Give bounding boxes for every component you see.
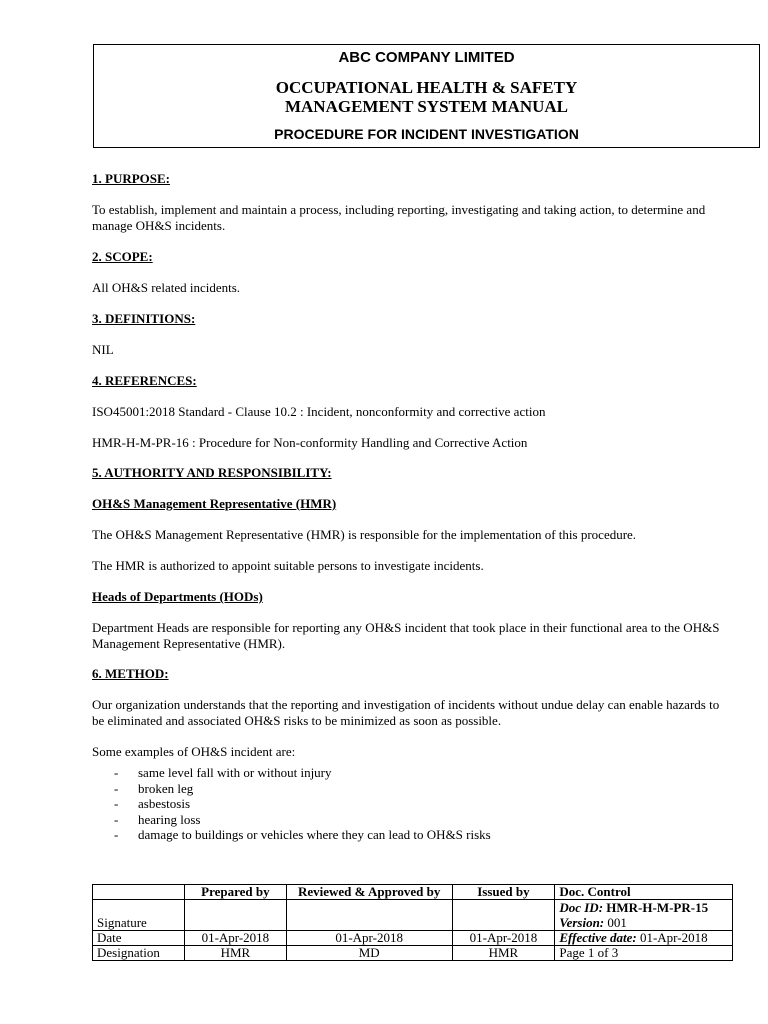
version-value: 001: [607, 915, 627, 930]
example-text: broken leg: [138, 780, 194, 796]
examples-list: [92, 765, 732, 843]
hod-subheading: Heads of Departments (HODs): [92, 589, 263, 604]
dash-bullet: -: [114, 796, 119, 811]
example-text: same level fall with or without injury: [138, 765, 332, 780]
prepared-by-header: Prepared by: [184, 885, 286, 900]
hmr-text: The HMR is authorized to appoint suitable persons to investigate incidents.: [92, 558, 484, 573]
prepared-date: 01-Apr-2018: [184, 931, 286, 946]
definitions-text: NIL: [92, 342, 114, 357]
document-control-table: [92, 884, 733, 961]
issued-by-header: Issued by: [452, 885, 555, 900]
dash-bullet: -: [114, 765, 119, 780]
reference-item: HMR-H-M-PR-16 : Procedure for Non-conformity Handling and Corrective Action: [92, 435, 528, 450]
approved-date: 01-Apr-2018: [286, 931, 452, 946]
doc-id-cell: [555, 900, 733, 931]
company-name: ABC COMPANY LIMITED: [338, 49, 515, 66]
table-row: [93, 885, 733, 900]
reference-item: ISO45001:2018 Standard - Clause 10.2 : Incident, nonconformity and corrective action: [92, 404, 546, 419]
signature-cell: [452, 900, 555, 931]
hmr-subheading: OH&S Management Representative (HMR): [92, 496, 337, 511]
purpose-heading: 1. PURPOSE:: [92, 171, 170, 186]
effective-date-label: Effective date:: [559, 930, 637, 945]
issued-date: 01-Apr-2018: [452, 931, 555, 946]
table-cell-empty: [93, 885, 185, 900]
reviewed-approved-header: Reviewed & Approved by: [286, 885, 452, 900]
references-heading: 4. REFERENCES:: [92, 373, 197, 388]
table-row: [93, 931, 733, 946]
document-header: [93, 44, 760, 148]
dash-bullet: -: [114, 780, 119, 796]
date-label: Date: [93, 931, 185, 946]
doc-control-header: Doc. Control: [555, 885, 733, 900]
issued-designation: HMR: [452, 946, 555, 961]
table-row: [93, 946, 733, 961]
designation-label: Designation: [93, 946, 185, 961]
definitions-heading: 3. DEFINITIONS:: [92, 311, 196, 326]
scope-text: All OH&S related incidents.: [92, 280, 241, 295]
list-item: [92, 827, 732, 843]
example-text: damage to buildings or vehicles where they can lead to OH&S risks: [138, 827, 491, 842]
page-number: Page 1 of 3: [555, 946, 733, 961]
signature-cell: [184, 900, 286, 931]
effective-date-cell: [555, 931, 733, 946]
procedure-title: PROCEDURE FOR INCIDENT INVESTIGATION: [274, 126, 579, 142]
signature-label: Signature: [93, 900, 185, 931]
prepared-designation: HMR: [184, 946, 286, 961]
approved-designation: MD: [286, 946, 452, 961]
scope-heading: 2. SCOPE:: [92, 249, 153, 264]
hmr-text: The OH&S Management Representative (HMR) is responsible for the implementation of this procedure.: [92, 527, 637, 542]
version-label: Version:: [559, 915, 605, 930]
examples-intro: Some examples of OH&S incident are:: [92, 744, 296, 759]
list-item: [92, 796, 732, 812]
example-text: asbestosis: [138, 796, 190, 811]
hod-text: Department Heads are responsible for reporting any OH&S incident that took place in their functional area to the OH&S Management Representative (HMR).: [92, 620, 720, 651]
list-item: [92, 812, 732, 828]
method-heading: 6. METHOD:: [92, 666, 169, 681]
table-row: [93, 900, 733, 931]
doc-id-label: Doc ID:: [559, 900, 604, 915]
signature-cell: [286, 900, 452, 931]
manual-title: [94, 78, 759, 116]
dash-bullet: -: [114, 827, 119, 842]
list-item: [92, 765, 732, 781]
example-text: hearing loss: [138, 811, 201, 827]
manual-title-line1: OCCUPATIONAL HEALTH & SAFETY: [275, 78, 578, 97]
dash-bullet: -: [114, 811, 119, 827]
authority-heading: 5. AUTHORITY AND RESPONSIBILITY:: [92, 465, 332, 480]
effective-date-value: 01-Apr-2018: [639, 930, 708, 945]
document-body: [92, 171, 732, 843]
purpose-text: To establish, implement and maintain a process, including reporting, investigating and taking action, to determine and manage OH&S incidents.: [92, 202, 706, 233]
list-item: [92, 781, 732, 797]
method-text: Our organization understands that the reporting and investigation of incidents without undue delay can enable hazards to be eliminated and associated OH&S risks to be minimized as soon as possible.: [92, 697, 720, 728]
doc-id-value: HMR-H-M-PR-15: [606, 900, 709, 915]
manual-title-line2: MANAGEMENT SYSTEM MANUAL: [284, 97, 569, 116]
